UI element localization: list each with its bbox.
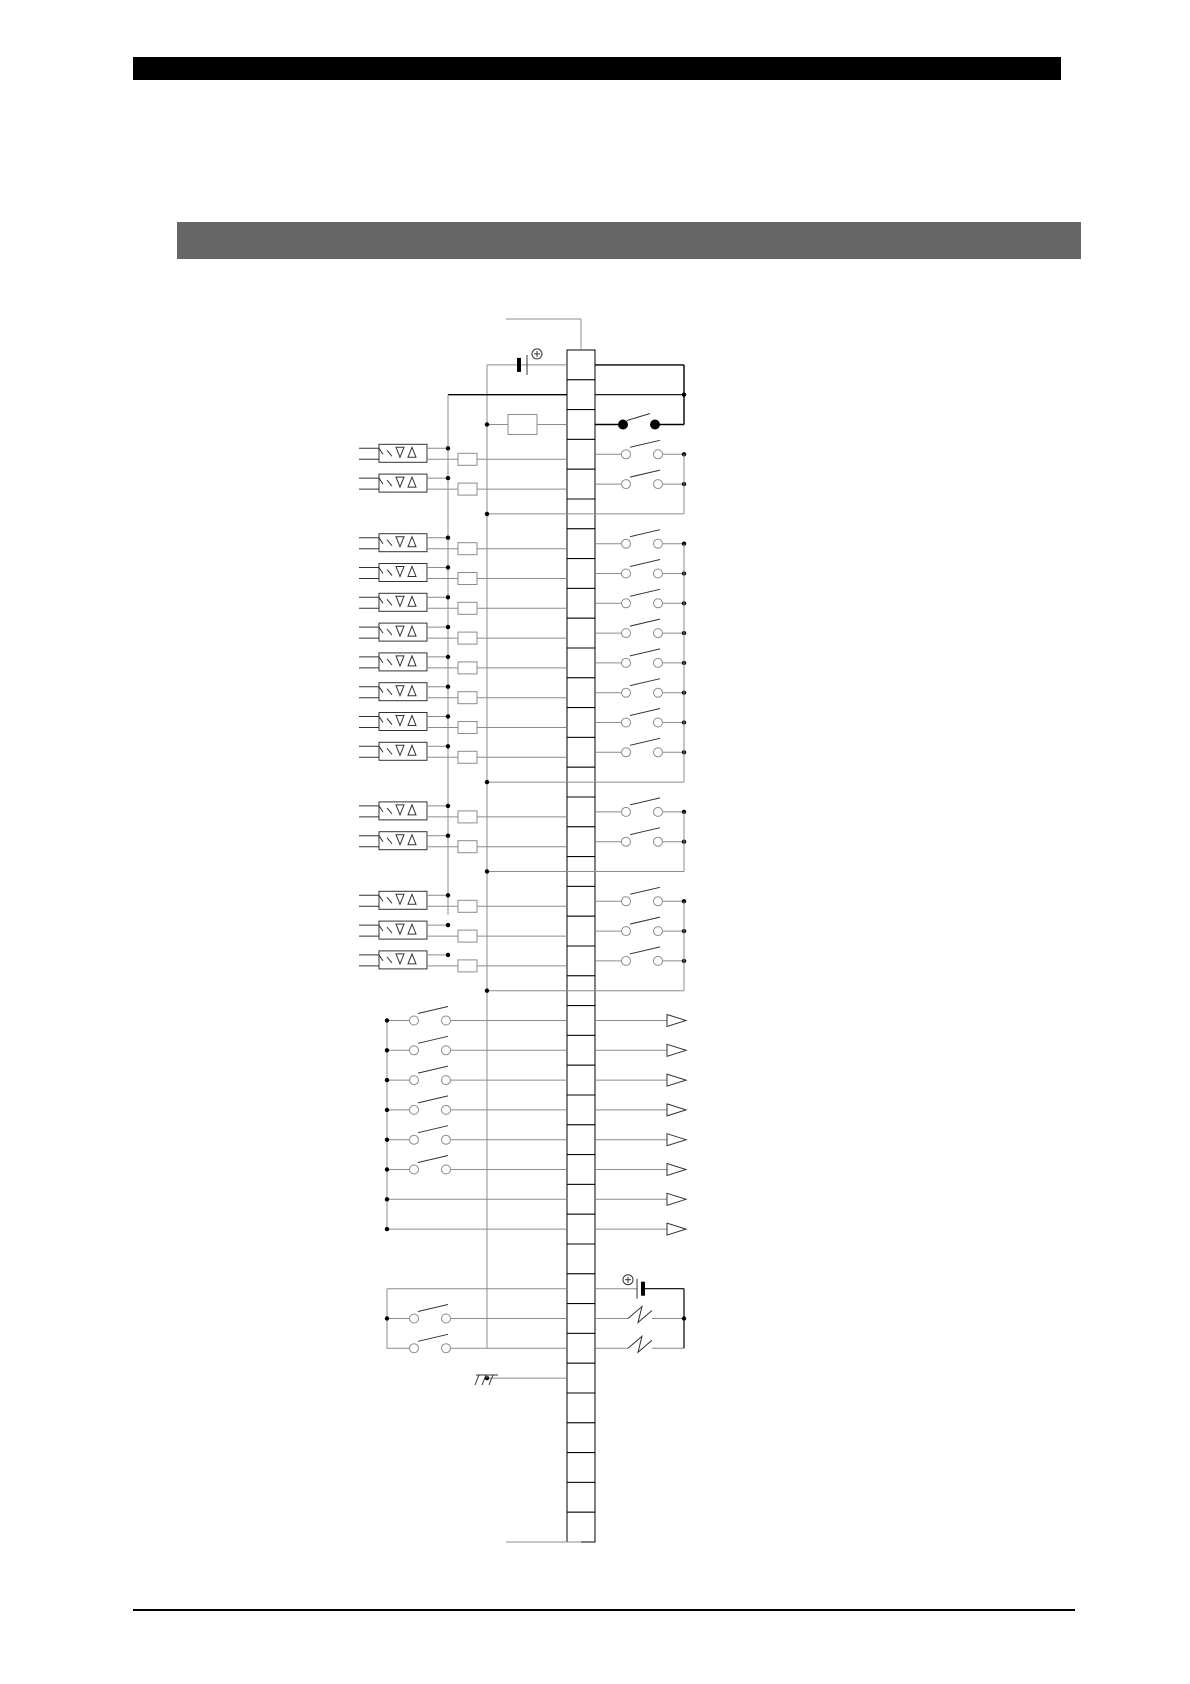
safety-loop bbox=[595, 365, 686, 430]
resistor-icon bbox=[458, 841, 477, 853]
optocoupler-icon bbox=[359, 742, 427, 760]
switch-contact bbox=[654, 807, 663, 816]
terminal bbox=[567, 946, 595, 976]
switch-contact bbox=[442, 1314, 451, 1323]
input-row bbox=[359, 474, 567, 495]
switch-contact bbox=[654, 718, 663, 727]
terminal bbox=[567, 350, 595, 380]
switch-icon bbox=[622, 649, 663, 668]
input-row bbox=[359, 891, 567, 912]
switch-icon bbox=[622, 738, 663, 757]
switch-contact bbox=[410, 1076, 419, 1085]
switch-icon bbox=[622, 947, 663, 966]
switch-blade bbox=[418, 1156, 448, 1163]
resistor-icon bbox=[458, 751, 477, 763]
terminal bbox=[567, 1512, 595, 1542]
brake-contact-icon bbox=[628, 1336, 652, 1352]
switch-blade bbox=[630, 649, 660, 656]
terminal bbox=[567, 1065, 595, 1095]
junction-dot bbox=[485, 989, 489, 993]
switch-icon bbox=[622, 589, 663, 608]
junction-dot bbox=[485, 780, 489, 784]
resistor-icon bbox=[458, 662, 477, 674]
switch-icon bbox=[622, 709, 663, 728]
switch-contact bbox=[654, 569, 663, 578]
junction-dot bbox=[446, 595, 450, 599]
terminal bbox=[567, 1125, 595, 1155]
junction-dot bbox=[446, 714, 450, 718]
terminal bbox=[567, 1274, 595, 1304]
input-row bbox=[359, 713, 567, 734]
terminal bbox=[567, 737, 595, 767]
junction-dot bbox=[385, 1078, 389, 1082]
terminal bbox=[567, 1095, 595, 1125]
ground bbox=[475, 1375, 567, 1385]
switch-contact bbox=[410, 1344, 419, 1353]
switch-contact bbox=[410, 1314, 419, 1323]
switch-contact bbox=[622, 837, 631, 846]
optocoupler-icon bbox=[359, 921, 427, 939]
terminal bbox=[567, 648, 595, 678]
switch-blade bbox=[630, 709, 660, 716]
resistor-icon bbox=[458, 692, 477, 704]
switch-blade bbox=[630, 679, 660, 686]
input-section bbox=[359, 444, 567, 972]
output-row bbox=[385, 1156, 686, 1176]
terminal bbox=[567, 1453, 595, 1483]
switch-contact bbox=[622, 599, 631, 608]
terminal bbox=[567, 827, 595, 857]
switch-icon bbox=[622, 440, 663, 459]
ground-hatch bbox=[482, 1375, 486, 1385]
resistor-icon bbox=[458, 543, 477, 555]
terminal-block bbox=[567, 350, 595, 1542]
junction-dot bbox=[446, 953, 450, 957]
output-arrow-icon bbox=[667, 1223, 686, 1235]
relay-coil bbox=[485, 415, 567, 435]
terminal bbox=[567, 469, 595, 499]
output-arrow-icon bbox=[667, 1134, 686, 1146]
switch-contact bbox=[654, 539, 663, 548]
switch-contact bbox=[654, 450, 663, 459]
optocoupler-icon bbox=[359, 474, 427, 492]
optocoupler-icon bbox=[359, 832, 427, 850]
junction-dot bbox=[485, 869, 489, 873]
junction-dot bbox=[385, 1018, 389, 1022]
junction-dot bbox=[385, 1227, 389, 1231]
switch-contact bbox=[654, 599, 663, 608]
terminal bbox=[567, 1006, 595, 1036]
switch-contact bbox=[410, 1016, 419, 1025]
switch-blade bbox=[630, 887, 660, 894]
terminal bbox=[567, 588, 595, 618]
resistor-icon bbox=[458, 573, 477, 585]
ground-hatch bbox=[489, 1375, 493, 1385]
switch-blade bbox=[630, 589, 660, 596]
input-row bbox=[359, 444, 567, 465]
contact-dot bbox=[650, 420, 660, 430]
terminal bbox=[567, 559, 595, 589]
junction-dot bbox=[385, 1138, 389, 1142]
terminal bbox=[567, 439, 595, 469]
switch-contact bbox=[654, 837, 663, 846]
input-row bbox=[359, 683, 567, 704]
terminal bbox=[567, 380, 595, 410]
relay-coil-icon bbox=[508, 415, 537, 435]
switch-contact bbox=[442, 1344, 451, 1353]
junction-dot bbox=[446, 446, 450, 450]
switch-contact bbox=[410, 1105, 419, 1114]
output-row bbox=[385, 1036, 686, 1056]
junction-dot bbox=[385, 1316, 389, 1320]
brake-section bbox=[385, 1275, 686, 1353]
output-arrow-icon bbox=[667, 1074, 686, 1086]
junction-dot bbox=[446, 744, 450, 748]
switch-contact bbox=[442, 1046, 451, 1055]
optocoupler-icon bbox=[359, 534, 427, 552]
switch-blade bbox=[630, 917, 660, 924]
terminal bbox=[567, 1184, 595, 1214]
switch-contact bbox=[410, 1046, 419, 1055]
junction-dot bbox=[446, 655, 450, 659]
switch-blade bbox=[418, 1305, 448, 1312]
switch-contact bbox=[654, 956, 663, 965]
resistor-icon bbox=[458, 632, 477, 644]
output-row bbox=[385, 1096, 686, 1116]
switch-blade bbox=[418, 1096, 448, 1103]
terminal bbox=[567, 1482, 595, 1512]
switch-icon bbox=[410, 1036, 451, 1055]
junction-dot bbox=[446, 834, 450, 838]
switch-contact bbox=[654, 927, 663, 936]
resistor-icon bbox=[458, 930, 477, 942]
switch-contact bbox=[654, 688, 663, 697]
resistor-icon bbox=[458, 811, 477, 823]
terminal bbox=[567, 1304, 595, 1334]
switch-icon bbox=[410, 1156, 451, 1175]
terminal bbox=[567, 1214, 595, 1244]
resistor-icon bbox=[458, 453, 477, 465]
output-row bbox=[385, 1193, 686, 1205]
ground-hatch bbox=[475, 1375, 479, 1385]
switch-icon bbox=[622, 917, 663, 936]
terminal bbox=[567, 529, 595, 559]
terminal bbox=[567, 797, 595, 827]
switch-contact bbox=[442, 1076, 451, 1085]
switch-contact bbox=[622, 748, 631, 757]
switch-blade bbox=[418, 1066, 448, 1073]
resistor-icon bbox=[458, 900, 477, 912]
resistor-icon bbox=[458, 960, 477, 972]
switch-blade bbox=[630, 619, 660, 626]
switch-icon bbox=[622, 828, 663, 847]
switch-icon bbox=[622, 798, 663, 817]
switch-icon bbox=[410, 1096, 451, 1115]
junction-dot bbox=[682, 1316, 686, 1320]
switch-blade bbox=[418, 1126, 448, 1133]
switch-contact bbox=[442, 1135, 451, 1144]
switch-icon bbox=[622, 560, 663, 579]
terminal bbox=[567, 886, 595, 916]
junction-dot bbox=[446, 536, 450, 540]
contact-blade bbox=[627, 414, 650, 421]
battery-icon bbox=[641, 1282, 645, 1296]
terminal bbox=[567, 618, 595, 648]
junction-dot bbox=[446, 476, 450, 480]
output-section bbox=[385, 1007, 686, 1236]
input-row bbox=[359, 534, 567, 555]
terminal bbox=[567, 1423, 595, 1453]
output-arrow-icon bbox=[667, 1193, 686, 1205]
switch-blade bbox=[630, 530, 660, 537]
battery-icon bbox=[517, 358, 521, 372]
switch-contact bbox=[622, 629, 631, 638]
switch-contact bbox=[442, 1165, 451, 1174]
switch-contact bbox=[622, 569, 631, 578]
optocoupler-icon bbox=[359, 683, 427, 701]
switch-contact bbox=[654, 658, 663, 667]
resistor-icon bbox=[458, 602, 477, 614]
output-row bbox=[385, 1223, 686, 1235]
terminal bbox=[567, 1155, 595, 1185]
input-row bbox=[359, 802, 567, 823]
resistor-icon bbox=[458, 722, 477, 734]
terminal bbox=[567, 410, 595, 440]
input-row bbox=[359, 623, 567, 644]
switch-contact bbox=[654, 480, 663, 489]
junction-dot bbox=[446, 565, 450, 569]
terminal bbox=[567, 1333, 595, 1363]
junction-dot bbox=[446, 804, 450, 808]
optocoupler-icon bbox=[359, 891, 427, 909]
terminal bbox=[567, 1363, 595, 1393]
switch-contact bbox=[622, 718, 631, 727]
switch-contact bbox=[622, 807, 631, 816]
switch-contact bbox=[654, 748, 663, 757]
output-row bbox=[385, 1007, 686, 1027]
switch-contact bbox=[622, 688, 631, 697]
input-row bbox=[359, 921, 567, 942]
switch-blade bbox=[630, 738, 660, 745]
switch-icon bbox=[622, 619, 663, 638]
output-row bbox=[385, 1126, 686, 1146]
switch-icon bbox=[410, 1126, 451, 1145]
switch-icon bbox=[622, 887, 663, 906]
terminal bbox=[567, 1244, 595, 1274]
optocoupler-icon bbox=[359, 593, 427, 611]
input-row bbox=[359, 951, 567, 972]
resistor-icon bbox=[458, 483, 477, 495]
output-arrow-icon bbox=[667, 1044, 686, 1056]
junction-dot bbox=[385, 1197, 389, 1201]
junction-dot bbox=[385, 1108, 389, 1112]
output-arrow-icon bbox=[667, 1104, 686, 1116]
optocoupler-icon bbox=[359, 623, 427, 641]
switch-icon bbox=[622, 530, 663, 549]
switch-contact bbox=[442, 1105, 451, 1114]
terminal bbox=[567, 1393, 595, 1423]
brake-contact-icon bbox=[628, 1307, 652, 1323]
terminal bbox=[567, 708, 595, 738]
switch-contact bbox=[410, 1135, 419, 1144]
optocoupler-icon bbox=[359, 564, 427, 582]
optocoupler-icon bbox=[359, 713, 427, 731]
input-row bbox=[359, 593, 567, 614]
input-row bbox=[359, 742, 567, 763]
junction-dot bbox=[485, 422, 489, 426]
switch-contact bbox=[622, 539, 631, 548]
junction-dot bbox=[385, 1048, 389, 1052]
switch-contact bbox=[622, 897, 631, 906]
switch-blade bbox=[630, 798, 660, 805]
power-supply bbox=[487, 349, 567, 1348]
switch-blade bbox=[418, 1334, 448, 1341]
terminal bbox=[567, 916, 595, 946]
terminal bbox=[567, 1035, 595, 1065]
switch-contact bbox=[410, 1165, 419, 1174]
switch-blade bbox=[418, 1036, 448, 1043]
switch-contact bbox=[622, 450, 631, 459]
switch-contact bbox=[654, 897, 663, 906]
junction-dot bbox=[446, 923, 450, 927]
output-arrow-icon bbox=[667, 1015, 686, 1027]
switch-icon bbox=[410, 1007, 451, 1026]
contact-dot bbox=[618, 420, 628, 430]
junction-dot bbox=[682, 393, 686, 397]
junction-dot bbox=[446, 685, 450, 689]
optocoupler-icon bbox=[359, 802, 427, 820]
switch-blade bbox=[630, 560, 660, 567]
switch-blade bbox=[418, 1007, 448, 1014]
supply-rail bbox=[448, 395, 567, 915]
switch-contact bbox=[622, 956, 631, 965]
optocoupler-icon bbox=[359, 951, 427, 969]
switch-blade bbox=[630, 828, 660, 835]
junction-dot bbox=[446, 625, 450, 629]
terminal bbox=[567, 678, 595, 708]
switch-icon bbox=[410, 1305, 451, 1324]
switch-icon bbox=[622, 679, 663, 698]
switch-icon bbox=[622, 470, 663, 489]
switch-icon bbox=[410, 1334, 451, 1353]
output-arrow-icon bbox=[667, 1164, 686, 1176]
footer-rule bbox=[133, 1609, 1075, 1611]
junction-dot bbox=[446, 893, 450, 897]
junction-dot bbox=[385, 1167, 389, 1171]
input-row bbox=[359, 832, 567, 853]
optocoupler-icon bbox=[359, 444, 427, 462]
switch-contact bbox=[622, 480, 631, 489]
switch-contact bbox=[622, 658, 631, 667]
junction-dot bbox=[485, 512, 489, 516]
input-row bbox=[359, 564, 567, 585]
switch-contact bbox=[622, 927, 631, 936]
switch-icon bbox=[410, 1066, 451, 1085]
input-row bbox=[359, 653, 567, 674]
switch-blade bbox=[630, 440, 660, 447]
switch-blade bbox=[630, 470, 660, 477]
switch-contact bbox=[654, 629, 663, 638]
switch-contact bbox=[442, 1016, 451, 1025]
switch-blade bbox=[630, 947, 660, 954]
output-row bbox=[385, 1066, 686, 1086]
optocoupler-icon bbox=[359, 653, 427, 671]
